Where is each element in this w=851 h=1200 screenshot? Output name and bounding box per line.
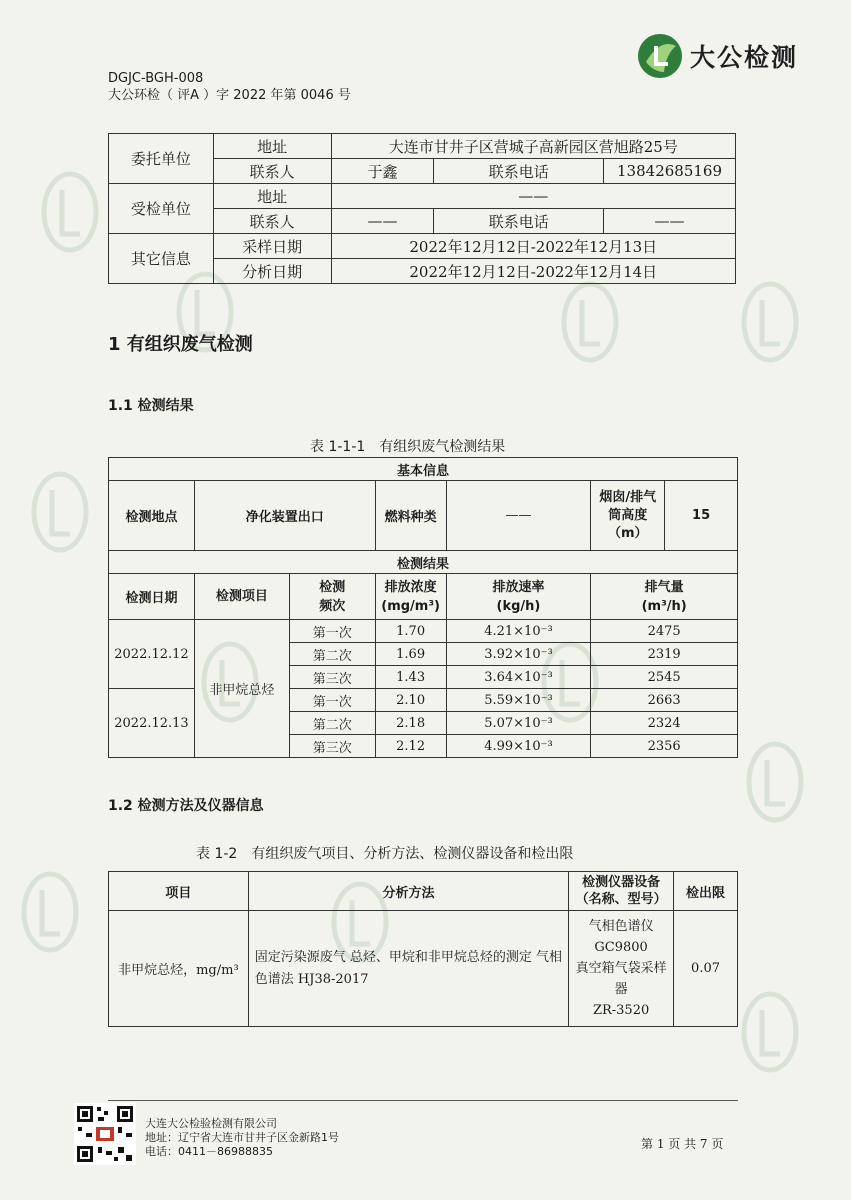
- inspected-contact: ——: [331, 209, 434, 234]
- inspected-label: 受检单位: [109, 184, 214, 234]
- table-caption: 表 1-2 有组织废气项目、分析方法、检测仪器设备和检出限: [196, 846, 574, 862]
- location-label: 检测地点: [109, 481, 195, 551]
- page-number: 第 1 页 共 7 页: [641, 1137, 724, 1151]
- results-header: 检测结果: [109, 551, 738, 574]
- col-rate-unit: (kg/h): [496, 598, 541, 614]
- col-instrument-header: 检测仪器设备（名称、型号）: [569, 872, 674, 911]
- instrument-cell: [569, 911, 674, 1027]
- row-rate: 4.99×10⁻³: [446, 735, 591, 758]
- row-frequency: 第三次: [289, 666, 375, 689]
- analysis-date: 2022年12月12日-2022年12月14日: [331, 259, 735, 284]
- address-label: 地址: [213, 134, 331, 159]
- row-rate: 5.59×10⁻³: [446, 689, 591, 712]
- col-flow-label: 排气量: [644, 579, 684, 595]
- col-rate-header: [446, 574, 591, 620]
- row-flow: 2324: [591, 712, 738, 735]
- instrument-line: 真空箱气袋采样器: [575, 961, 667, 997]
- row-concentration: 1.70: [375, 620, 446, 643]
- col-concentration-unit: (mg/m³): [381, 598, 440, 614]
- row-item: 非甲烷总烃: [194, 620, 289, 758]
- row-flow: 2545: [591, 666, 738, 689]
- row-frequency: 第一次: [289, 620, 375, 643]
- row-flow: 2319: [591, 643, 738, 666]
- method-item: 非甲烷总烃，mg/m³: [109, 911, 249, 1027]
- footer-company-info: [145, 1117, 339, 1159]
- stack-height-value: 15: [665, 481, 738, 551]
- watermark-icon: [30, 470, 90, 554]
- fuel-label: 燃料种类: [375, 481, 446, 551]
- inspected-phone: ——: [604, 209, 736, 234]
- qr-code-icon: [74, 1103, 136, 1165]
- row-concentration: 2.18: [375, 712, 446, 735]
- section-heading: 1 有组织废气检测: [108, 334, 253, 355]
- footer-address: 地址：辽宁省大连市甘井子区金新路1号: [145, 1131, 339, 1144]
- row-rate: 4.21×10⁻³: [446, 620, 591, 643]
- row-frequency: 第二次: [289, 643, 375, 666]
- client-info-table: [108, 133, 736, 284]
- logo-icon: [636, 32, 684, 80]
- row-date: 2022.12.12: [109, 620, 195, 689]
- stack-height-label: 烟囱/排气筒高度（m）: [591, 481, 665, 551]
- row-rate: 3.64×10⁻³: [446, 666, 591, 689]
- col-rate-label: 排放速率: [492, 579, 545, 595]
- sampling-date: 2022年12月12日-2022年12月13日: [331, 234, 735, 259]
- row-concentration: 2.10: [375, 689, 446, 712]
- footer-divider: [108, 1100, 738, 1101]
- detection-limit: 0.07: [674, 911, 738, 1027]
- analysis-date-label: 分析日期: [213, 259, 331, 284]
- col-flow-header: [591, 574, 738, 620]
- watermark-icon: [40, 170, 100, 254]
- watermark-icon: [20, 870, 80, 954]
- col-limit-header: 检出限: [674, 872, 738, 911]
- row-flow: 2356: [591, 735, 738, 758]
- client-address: 大连市甘井子区营城子高新园区营旭路25号: [331, 134, 735, 159]
- row-concentration: 2.12: [375, 735, 446, 758]
- sampling-date-label: 采样日期: [213, 234, 331, 259]
- watermark-icon: [740, 990, 800, 1074]
- instrument-line: ZR-3520: [592, 1003, 650, 1018]
- row-frequency: 第二次: [289, 712, 375, 735]
- table-row: [109, 620, 738, 643]
- row-concentration: 1.43: [375, 666, 446, 689]
- phone-label: 联系电话: [434, 209, 604, 234]
- phone-label: 联系电话: [434, 159, 604, 184]
- col-frequency-header: 检测频次: [289, 574, 375, 620]
- method-description: 固定污染源废气 总烃、甲烷和非甲烷总烃的测定 气相色谱法 HJ38-2017: [248, 911, 568, 1027]
- table-row: [109, 911, 738, 1027]
- col-concentration-label: 排放浓度: [384, 579, 437, 595]
- watermark-icon: [740, 280, 800, 364]
- row-frequency: 第三次: [289, 735, 375, 758]
- row-frequency: 第一次: [289, 689, 375, 712]
- footer-phone: 电话：0411－86988835: [145, 1145, 273, 1158]
- col-item-header: 检测项目: [194, 574, 289, 620]
- watermark-icon: [745, 740, 805, 824]
- methods-table: [108, 871, 738, 1027]
- results-table: [108, 457, 738, 758]
- client-label: 委托单位: [109, 134, 214, 184]
- other-info-label: 其它信息: [109, 234, 214, 284]
- report-number: 大公环检（ 评A ）字 2022 年第 0046 号: [108, 88, 351, 103]
- subsection-heading: 1.2 检测方法及仪器信息: [108, 798, 264, 814]
- row-concentration: 1.69: [375, 643, 446, 666]
- fuel-value: ——: [446, 481, 591, 551]
- logo-text: 大公检测: [690, 43, 799, 72]
- row-flow: 2663: [591, 689, 738, 712]
- col-date-header: 检测日期: [109, 574, 195, 620]
- watermark-icon: [560, 280, 620, 364]
- col-method-header: 分析方法: [248, 872, 568, 911]
- basic-info-header: 基本信息: [109, 458, 738, 481]
- client-contact: 于鑫: [331, 159, 434, 184]
- subsection-heading: 1.1 检测结果: [108, 398, 194, 414]
- row-flow: 2475: [591, 620, 738, 643]
- footer-company: 大连大公检验检测有限公司: [145, 1117, 277, 1130]
- row-rate: 5.07×10⁻³: [446, 712, 591, 735]
- company-logo: [636, 30, 811, 82]
- col-concentration-header: [375, 574, 446, 620]
- doc-code: DGJC-BGH-008: [108, 71, 204, 86]
- col-flow-unit: (m³/h): [641, 598, 687, 614]
- instrument-line: 气相色谱仪: [588, 919, 654, 934]
- contact-label: 联系人: [213, 209, 331, 234]
- row-rate: 3.92×10⁻³: [446, 643, 591, 666]
- instrument-line: GC9800: [594, 940, 648, 955]
- inspected-address: ——: [331, 184, 735, 209]
- row-date: 2022.12.13: [109, 689, 195, 758]
- table-caption: 表 1-1-1 有组织废气检测结果: [310, 439, 506, 455]
- contact-label: 联系人: [213, 159, 331, 184]
- client-phone: 13842685169: [604, 159, 736, 184]
- address-label: 地址: [213, 184, 331, 209]
- location-value: 净化装置出口: [194, 481, 375, 551]
- col-item-header: 项目: [109, 872, 249, 911]
- document-header: [108, 70, 351, 104]
